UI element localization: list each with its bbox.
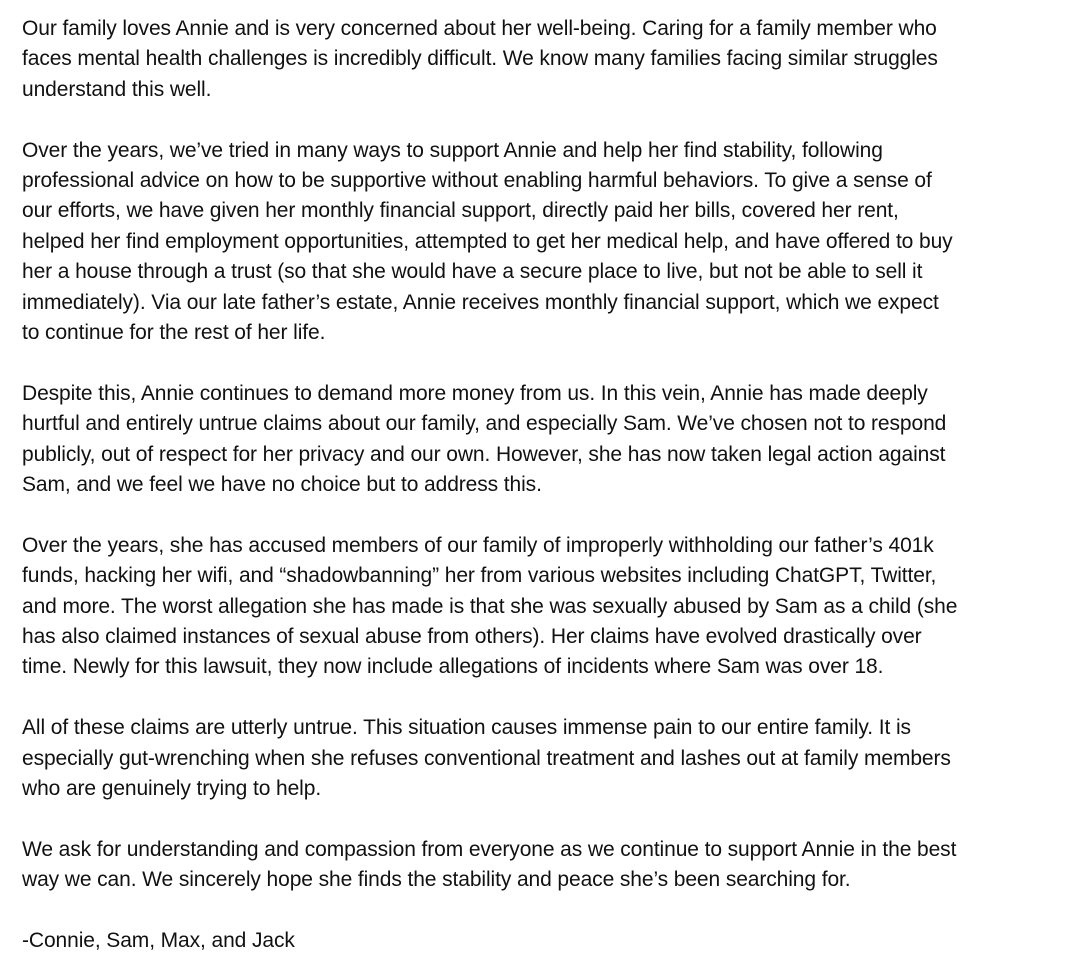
text-line: time. Newly for this lawsuit, they now include allegations of incidents where Sam was over 18.	[22, 655, 884, 679]
signature: -Connie, Sam, Max, and Jack	[22, 929, 295, 953]
text-line: Over the years, she has accused members of our family of improperly withholding our father’s 401k	[22, 533, 934, 557]
paragraph-intro	[22, 14, 1060, 105]
paragraph-closing	[22, 835, 1060, 896]
text-line: funds, hacking her wifi, and “shadowbanning” her from various websites including ChatGPT, Twitter,	[22, 564, 937, 588]
text-line: Our family loves Annie and is very concerned about her well-being. Caring for a family member who	[22, 17, 937, 40]
text-line: immediately). Via our late father’s estate, Annie receives monthly financial support, which we expect	[22, 290, 939, 314]
text-line: way we can. We sincerely hope she finds the stability and peace she’s been searching for.	[22, 868, 851, 892]
text-line: professional advice on how to be supportive without enabling harmful behaviors. To give a sense of	[22, 169, 932, 193]
text-line: who are genuinely trying to help.	[22, 777, 322, 801]
text-line: to continue for the rest of her life.	[22, 321, 326, 345]
text-line: understand this well.	[22, 77, 212, 101]
text-line: publicly, out of respect for her privacy and our own. However, she has now taken legal action against	[22, 442, 946, 466]
text-line: especially gut-wrenching when she refuses conventional treatment and lashes out at family members	[22, 746, 951, 770]
text-line: and more. The worst allegation she has made is that she was sexually abused by Sam as a child (she	[22, 594, 958, 618]
paragraph-denial	[22, 713, 1060, 804]
text-line: Sam, and we feel we have no choice but to address this.	[22, 473, 542, 497]
text-line: our efforts, we have given her monthly financial support, directly paid her bills, covered her rent,	[22, 199, 899, 223]
text-line: has also claimed instances of sexual abuse from others). Her claims have evolved drastically over	[22, 625, 922, 649]
paragraph-support-efforts	[22, 136, 1060, 349]
text-line: her a house through a trust (so that she would have a secure place to live, but not be able to sell it	[22, 260, 923, 284]
text-line: hurtful and entirely untrue claims about our family, and especially Sam. We’ve chosen not to respond	[22, 412, 947, 436]
paragraph-legal-action	[22, 379, 1060, 501]
text-line: We ask for understanding and compassion from everyone as we continue to support Annie in the best	[22, 837, 957, 861]
text-line: Despite this, Annie continues to demand more money from us. In this vein, Annie has made deeply	[22, 381, 928, 405]
text-line: Over the years, we’ve tried in many ways to support Annie and help her find stability, following	[22, 138, 883, 162]
paragraph-allegations	[22, 531, 1060, 683]
text-line: helped her find employment opportunities, attempted to get her medical help, and have offered to buy	[22, 229, 953, 253]
text-line: faces mental health challenges is incredibly difficult. We know many families facing similar struggles	[22, 47, 938, 71]
text-line: All of these claims are utterly untrue. This situation causes immense pain to our entire family. It is	[22, 716, 911, 740]
